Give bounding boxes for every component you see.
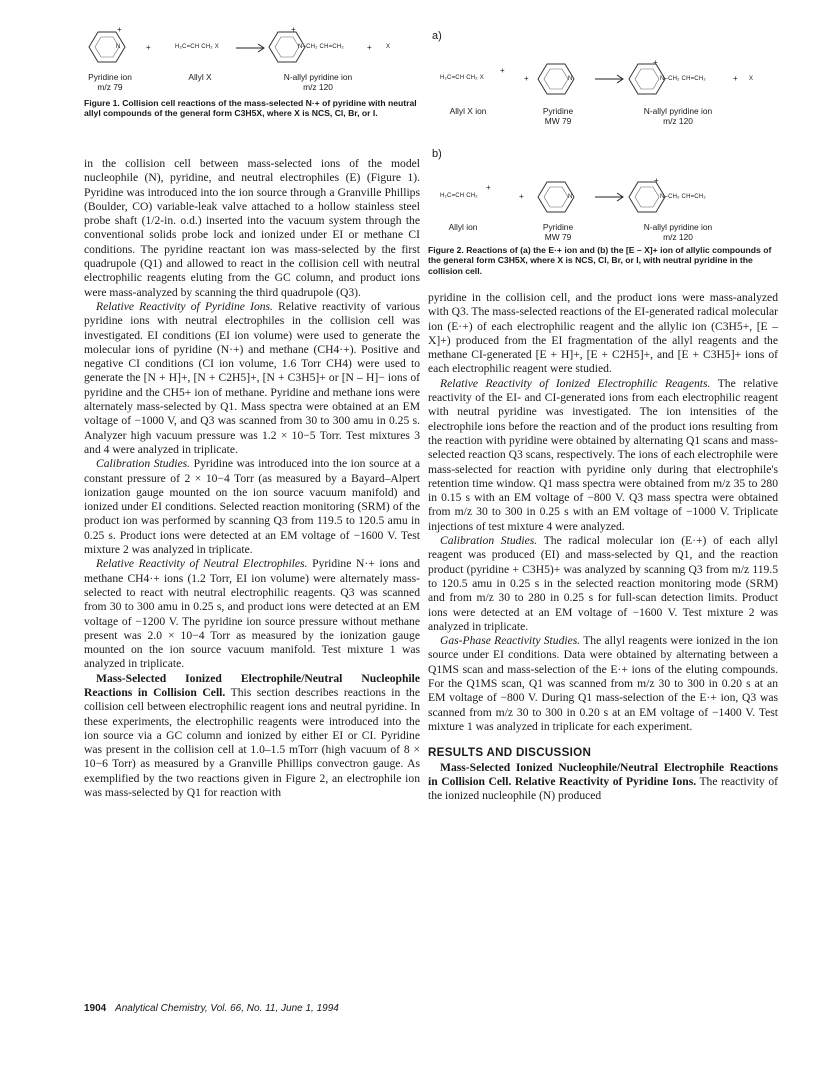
allyl-ion-formula: H₂C=CH CH₂ [440,193,478,199]
n-allyl-formula: N–CH₂ CH=CH₂ [298,44,344,50]
n-allyl-pyridine-label: N-allyl pyridine ion m/z 120 [643,106,713,126]
n-allyl-formula: N–CH₂ CH=CH₂ [660,194,706,200]
figure-1-caption: Figure 1. Collision cell reactions of the mass-selected N·+ of pyridine with neutral allyl compounds of the general form C3H5X, where X is NCS, Cl, Br, or I. [84,98,417,119]
journal-citation: Analytical Chemistry, Vol. 66, No. 11, June 1, 1994 [115,1003,339,1014]
plus-sign: + [486,183,491,192]
pyridine-label: Pyridine MW 79 [542,222,574,242]
panel-a-label: a) [432,30,442,42]
allyl-ion-label: Allyl ion [448,222,478,232]
pyridine-label: Pyridine MW 79 [542,106,574,126]
paragraph: Mass-Selected Ionized Nucleophile/Neutral Electrophile Reactions in Collision Cell. Relative Reactivity of Pyridine Ions. The reactivity of the ionized nucleophile (N) produced [428,760,778,803]
plus-sign: + [654,176,659,185]
plus-sign: + [519,192,524,201]
plus-sign: + [146,43,151,52]
paragraph: pyridine in the collision cell, and the product ions were mass-analyzed with Q3. The mass-selected reactions of the EI-generated radical molecular ion (E·+) of each electrophilic reagent and the allylic ion (C3H5+, [E – X]+) produced from the EI fragmentation of the allyl reagents and the methane CI-generated [E + H]+, [E + C2H5]+, and [E + C3H5]+ ions of each electrophilic reagent were studied. [428,291,778,376]
plus-sign: + [524,74,529,83]
reaction-arrow-icon [595,192,625,202]
ring-n-label: N [116,44,121,50]
section-heading: RESULTS AND DISCUSSION [428,746,592,760]
plus-sign: + [653,58,658,67]
figure-2-caption: Figure 2. Reactions of (a) the E·+ ion and (b) the [E – X]+ ion of allylic compounds of the general form C3H5X, where X is NCS, Cl, Br, or I, with neutral pyridine in the collision cell. [428,245,772,276]
paragraph: Mass-Selected Ionized Electrophile/Neutral Nucleophile Reactions in Collision Cell. This section describes reactions in the collision cell between electrophilic reagent ions and neutral pyridine. In these experiments, the electrophilic reagents were introduced into the ion source via a GC column and ionized by either EI or CI. Pyridine was present in the collision cell at 1.0–1.5 mTorr (high vacuum of 8 × 10−6 Torr) as measured by a Granville Phillips convectron gauge. As exemplified by the two reactions given in Figure 2, an electrophile ion was mass-selected by Q1 for reaction with [84,671,420,800]
plus-sign: + [500,66,505,75]
n-allyl-pyridine-label: N-allyl pyridine ion m/z 120 [643,222,713,242]
allyl-x-ion-formula: H₂C=CH CH₂ X [440,75,484,81]
allyl-x-formula: H₂C=CH CH₂ X [175,44,219,50]
page-number: 1904 [84,1003,107,1014]
plus-sign: + [367,43,372,52]
x-label: X [386,44,391,50]
allyl-x-label: Allyl X [188,72,212,82]
n-allyl-formula: N–CH₂ CH=CH₂ [660,76,706,82]
paragraph: Gas-Phase Reactivity Studies. The allyl reagents were ionized in the ion source under EI conditions. Data were obtained by alternating between a Q1MS scan and mass-selection of the E·+ ions of the eluting compounds. For the Q1MS scan, Q1 was scanned from m/z 30 to 300 in 0.20 s at an EM voltage of −800 V. During Q1 mass-selection of the E·+ ion, Q3 was scanned from m/z 30 to 300 in 0.20 s at an EM voltage of −1400 V. Test mixture 1 was analyzed in triplicate for each experiment. [428,634,778,733]
plus-sign: + [291,25,296,34]
paragraph: Relative Reactivity of Pyridine Ions. Relative reactivity of various pyridine ions with neutral electrophiles in the collision cell was investigated. EI conditions (EI ion volume) were used to generate the molecular ions of pyridine (N·+) and methane (CH4·+). Positive and negative CI conditions (CI ion volume, 1.6 Torr CH4) were used to generate the [N + H]+, [N + C2H5]+, [N + C3H5]+ or [N – H]− ions of pyridine and the CH5+ ion of methane. Pyridine and methane ions were alternately mass-selected by Q1. Mass spectra were obtained at an EM voltage of −1000 V, and Q3 was scanned from 30 to 300 amu in 0.25 s. Analyzer high vacuum pressure was 1.2 × 10−5 Torr. Test mixtures 3 and 4 were analyzed in triplicate. [84,299,420,456]
left-column [84,157,420,800]
page-footer [84,1003,339,1014]
ring-n-label: N [568,194,573,200]
n-allyl-pyridine-label: N-allyl pyridine ion m/z 120 [283,72,353,92]
paragraph: Calibration Studies. The radical molecular ion (E·+) of each allyl reagent was produced (EI) and mass-selected by Q1, and the reaction product (pyridine + C3H5)+ was analyzed by scanning Q3 from m/z 119.5 to 120.5 amu in 0.25 s in the selected reaction monitoring mode (SRM) and from m/z 30 to 280 in 0.25 s for full-scan detection limits. Product ions were detected at an EM voltage of −1600 V. Test mixture 2 was analyzed in triplicate. [428,534,778,633]
x-label: X [749,76,754,82]
paragraph: Calibration Studies. Pyridine was introduced into the ion source at a constant pressure of 2 × 10−4 Torr (as measured by a Bayard–Alpert ionization gauge mounted on the ion source vacuum manifold) and ionized under EI conditions. Selected reaction monitoring (SRM) of the product ion was performed by scanning Q3 from 119.5 to 120.5 amu in 0.25 s. Product ions were detected at an EM voltage of −1600 V. Test mixture 2 was analyzed in triplicate. [84,457,420,557]
plus-sign: + [117,25,122,34]
paragraph: in the collision cell between mass-selected ions of the model nucleophile (N), pyridine, and neutral electrophiles (E) (Figure 1). Pyridine was introduced into the ion source through a Granville Phillips (Boulder, CO) variable-leak valve attached to a hollow stainless steel probe shaft (1/2-in. o.d.) inserted into the vacuum system through the conventional solids probe lock and ionized under EI or methane CI conditions. The pyridine reactant ion was mass-selected by the first quadrupole (Q1) and allowed to react in the collision cell with neutral electrophilic reagents eluting from the GC column, and product ions were mass-analyzed by scanning the third quadrupole (Q3). [84,157,420,299]
pyridine-ion-label: Pyridine ion m/z 79 [88,72,132,92]
plus-sign: + [733,74,738,83]
allyl-x-ion-label: Allyl X ion [449,106,487,116]
paragraph: Relative Reactivity of Neutral Electrophiles. Pyridine N·+ ions and methane CH4·+ ions (1.2 Torr, EI ion volume) were alternately mass-selected to react with neutral electrophilic reagents. Q3 was scanned from 30 to 300 amu in 0.25 s, and product ions were detected at an EM voltage of −1200 V. The pyridine ion source pressure without methane present was 2.0 × 10−4 Torr as measured by the ionization gauge mounted on the ion source vacuum manifold. Test mixture 1 was analyzed in triplicate. [84,557,420,671]
reaction-arrow-icon [595,74,625,84]
right-column [428,291,778,803]
panel-b-label: b) [432,148,442,160]
paragraph: Relative Reactivity of Ionized Electrophilic Reagents. The relative reactivity of the EI- and CI-generated ions from each electrophilic reagent with neutral pyridine was investigated. The ion intensities of the electrophile ions before the reaction and of the product ions resulting from the reaction with pyridine were obtained by alternating Q1 scans and mass-selected reaction Q3 scans, respectively. The ions of each electrophile were mass-selected for reaction with pyridine only during that electrophile's retention time window. Q1 mass spectra were obtained from m/z 35 to 280 in 0.15 s with an EM voltage of −800 V. Q3 mass spectra were obtained from m/z 30 to 300 in 0.25 s with an EM voltage of −1000 V. Triplicate injections of test mixture 4 were analyzed. [428,376,778,533]
reaction-arrow-icon [236,43,266,53]
ring-n-label: N [568,76,573,82]
